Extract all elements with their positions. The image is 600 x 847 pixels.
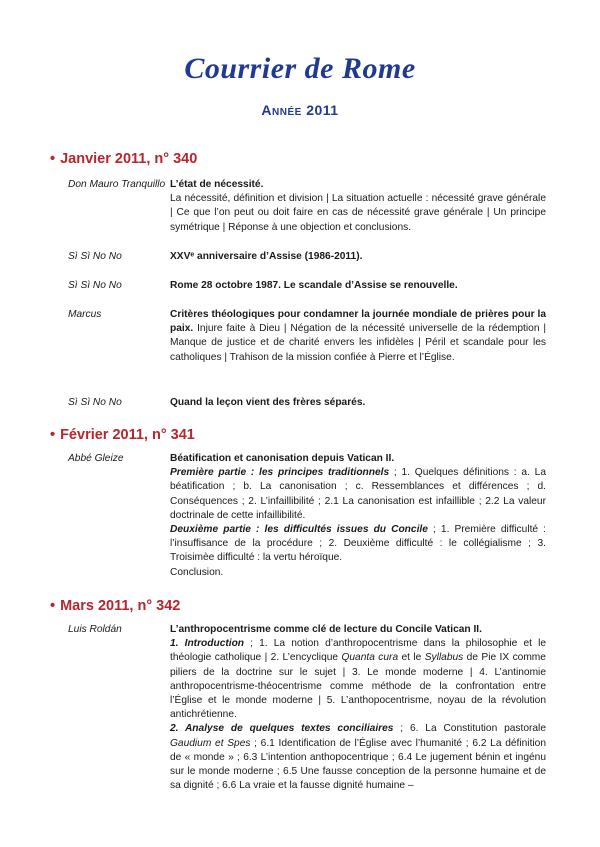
part-italic: Syllabus <box>424 652 464 664</box>
article-title: L’anthropocentrisme comme clé de lecture du Concile Vatican II. <box>170 624 482 635</box>
article-part <box>170 637 546 722</box>
article-summary: Injure faite à Dieu | Négation de la nécessité universelle de la rédemption | Manque de justice et de charité envers les infidèles | Péril et scandale pour les catholiques | Trahison de la mission confiée à Pierre et l’Église. <box>170 323 546 363</box>
article-author: Sì Sì No No <box>68 397 122 408</box>
article-body <box>170 250 546 264</box>
issue-heading-341 <box>50 427 195 443</box>
article-part <box>170 466 546 523</box>
part-label: 1. Introduction <box>170 638 245 650</box>
part-text: ; 1. Première difficulté : l’insuffisance de la procédure ; 2. Deuxième difficulté : le collégialisme ; 3. Troisimèe difficulté : la vertu héroïque. <box>170 524 546 564</box>
issue-heading-340 <box>50 151 197 167</box>
article-title: XXVᵉ anniversaire d’Assise (1986-2011). <box>170 251 363 262</box>
article-part <box>170 523 546 566</box>
year-heading-text: Année 2011 <box>261 102 339 118</box>
article-body <box>170 623 546 793</box>
part-text: ; 6. La Constitution pastorale <box>393 723 546 735</box>
article-body <box>170 178 546 235</box>
article-body <box>170 452 546 580</box>
bullet-icon: • <box>50 427 56 443</box>
part-text: de Pie IX comme piliers de la doctrine sur le sujet | 3. Le monde moderne | 4. L’antinomie anthropocentrisme-théocentrisme comme méthode de la confrontation entre l’Église et le monde moderne | 5. L’anthopocentrisme, noyau de la révolution antichrétienne. <box>170 652 546 721</box>
part-text: ; 1. Quelques définitions : a. La béatification ; b. La canonisation ; c. Ressemblances et différences ; d. Conséquences ; 2. L’infaillibilité ; 2.1 La canonisation est infaillible ; 2.2 La valeur doctrinale de cette infaillibilité. <box>170 467 546 521</box>
article-title: Critères théologiques pour condamner la journée mondiale de prières pour la paix. <box>170 309 546 335</box>
article-title: Rome 28 octobre 1987. Le scandale d’Assise se renouvelle. <box>170 280 458 291</box>
article-author: Marcus <box>68 309 102 320</box>
article-title: Quand la leçon vient des frères séparés. <box>170 397 366 408</box>
bullet-icon: • <box>50 598 56 614</box>
part-label: Première partie : les principes traditionnels <box>170 467 390 479</box>
part-text: ; 1. La notion d’anthropocentrisme dans la philosophie et le théologie catholique | 2. L’encyclique <box>170 638 547 664</box>
bullet-icon: • <box>50 151 56 167</box>
issue-heading-text: Mars 2011, n° 342 <box>60 598 181 614</box>
part-text: et le <box>398 652 425 664</box>
part-italic: Quanta cura <box>341 652 399 664</box>
article-title: Béatification et canonisation depuis Vatican II. <box>170 453 395 464</box>
article-conclusion: Conclusion. <box>170 566 224 578</box>
article-author: Luis Roldán <box>68 624 122 635</box>
article-author: Sì Sì No No <box>68 251 122 262</box>
part-text: ; 6.1 Identification de l’Église avec l’humanité ; 6.2 La définition de « monde » ; 6.3 L’intention anthopocentrique ; 6.4 Le jugement bénin et ingénu sur le monde moderne ; 6.5 Une fausse conception de la personne humaine et de sa dignité ; 6.6 La vraie et la fausse dignité humaine – <box>170 737 546 792</box>
part-label: Deuxième partie : les difficultés issues du Concile <box>170 524 428 536</box>
article-body <box>170 308 546 365</box>
issue-heading-342 <box>50 598 180 614</box>
masthead-title: Courrier de Rome <box>184 52 416 85</box>
article-part <box>170 722 546 793</box>
article-summary: La nécessité, définition et division | La situation actuelle : nécessité grave générale | Ce que l’on peut ou doit faire en cas de nécessité grave générale | Un principe symétrique | Réponse à une objection et conclusions. <box>170 193 546 233</box>
article-title: L’état de nécessité. <box>170 179 264 190</box>
article-author: Sì Sì No No <box>68 280 122 291</box>
issue-heading-text: Janvier 2011, n° 340 <box>60 151 198 167</box>
part-label: 2. Analyse de quelques textes conciliaires <box>170 723 394 735</box>
article-body <box>170 279 546 293</box>
article-author: Abbé Gleize <box>68 453 124 464</box>
year-heading <box>0 102 600 118</box>
article-body <box>170 396 546 410</box>
article-author: Don Mauro Tranquillo <box>68 179 166 190</box>
part-italic: Gaudium et Spes <box>170 737 251 749</box>
issue-heading-text: Février 2011, n° 341 <box>60 427 195 443</box>
